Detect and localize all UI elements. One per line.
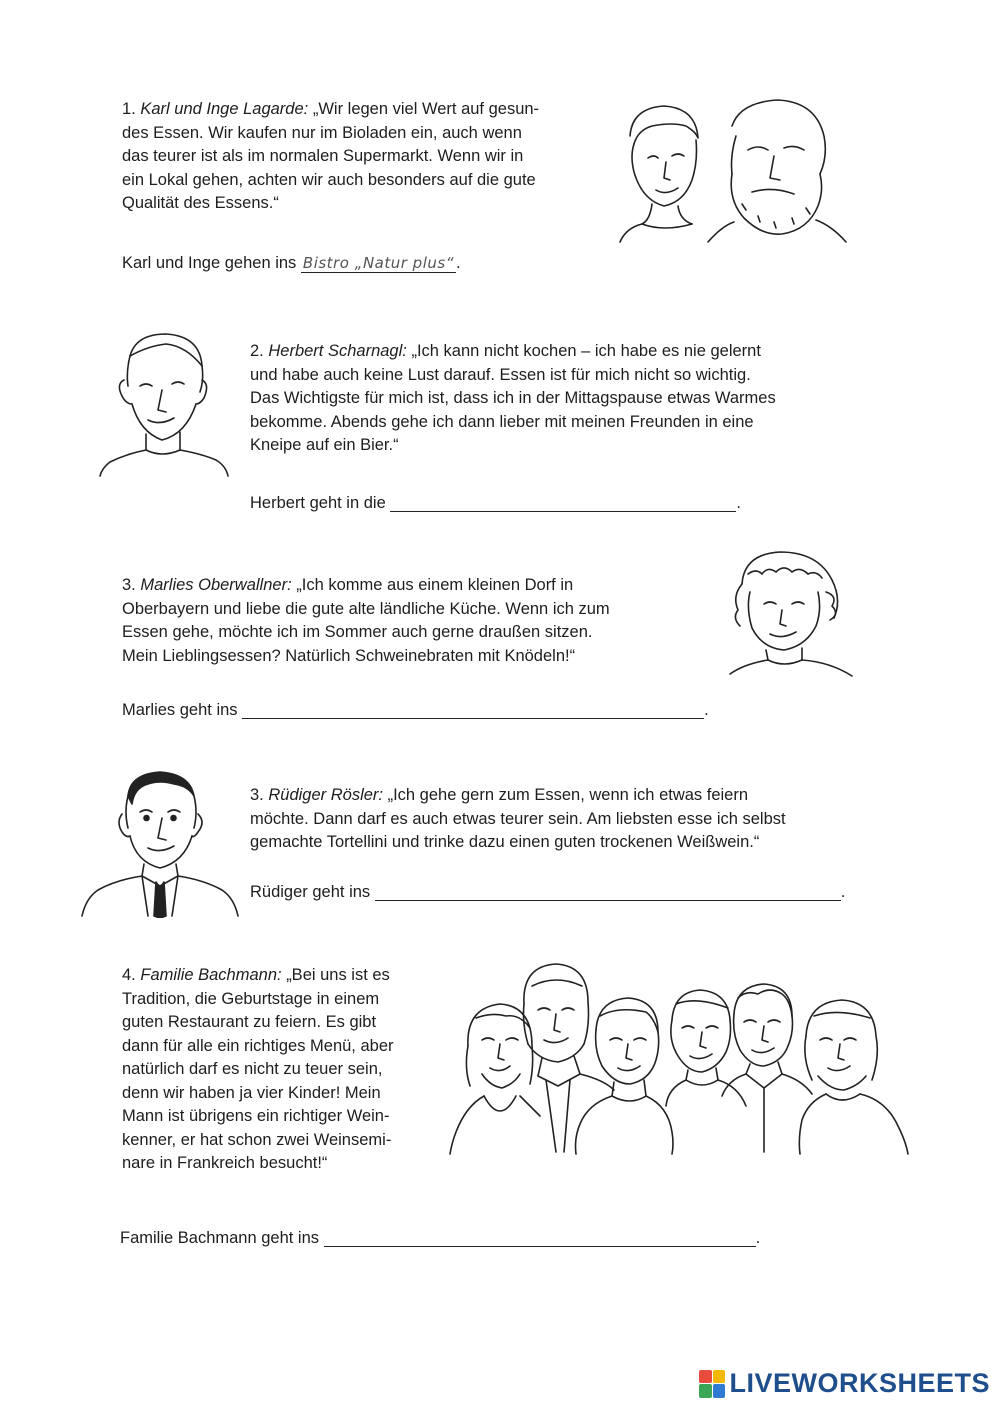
liveworksheets-logo-icon bbox=[699, 1370, 725, 1398]
entry-5-answer: Familie Bachmann geht ins . bbox=[120, 1229, 761, 1247]
couple-illustration bbox=[612, 96, 850, 244]
entry-4-answer: Rüdiger geht ins . bbox=[250, 883, 846, 901]
entry-4-number: 3. bbox=[250, 786, 264, 804]
entry-3-answer: Marlies geht ins . bbox=[122, 701, 709, 719]
entry-1-name: Karl und Inge Lagarde: bbox=[140, 100, 309, 118]
entry-5-answer-field[interactable] bbox=[324, 1228, 756, 1247]
marlies-portrait bbox=[722, 544, 858, 680]
entry-1-answer-field[interactable]: Bistro „Natur plus“ bbox=[302, 254, 454, 272]
entry-5-quote: 4. Familie Bachmann: „Bei uns ist es Tradition, die Geburtstage in einem guten Restaurant zu feiern. Es gibt dann für alle ein richtiges Menü, aber natürlich darf es nicht zu teuer sein, denn wir haben ja vier Kinder! Mein Mann ist übrigens ein richtiger Wein- kenner, er hat schon zwei Weinsemi- nare in Frankreich besucht!“ bbox=[122, 966, 394, 1172]
liveworksheets-brand[interactable] bbox=[699, 1368, 990, 1399]
entry-3-quote: 3. Marlies Oberwallner: „Ich komme aus einem kleinen Dorf in Oberbayern und liebe die gute alte ländliche Küche. Wenn ich zum Essen gehe, möchte ich im Sommer auch gerne draußen sitzen. Mein Lieblingsessen? Natürlich Schweinebraten mit Knödeln!“ bbox=[122, 576, 610, 665]
entry-3-name: Marlies Oberwallner: bbox=[140, 576, 292, 594]
entry-1-number: 1. bbox=[122, 100, 136, 118]
entry-4-quote: 3. Rüdiger Rösler: „Ich gehe gern zum Essen, wenn ich etwas feiern möchte. Dann darf es auch etwas teurer sein. Am liebsten esse ich selbst gemachte Tortellini und trinke dazu einen guten trockenen Weißwein.“ bbox=[250, 786, 786, 851]
entry-3-answer-field[interactable] bbox=[242, 700, 704, 719]
family-illustration bbox=[446, 956, 916, 1156]
entry-4-name: Rüdiger Rösler: bbox=[268, 786, 383, 804]
herbert-portrait bbox=[96, 328, 232, 478]
entry-2-name: Herbert Scharnagl: bbox=[268, 342, 407, 360]
entry-1-quote: 1. Karl und Inge Lagarde: „Wir legen viel Wert auf gesun- des Essen. Wir kaufen nur im Bioladen ein, auch wenn das teurer ist als im normalen Supermarkt. Wenn wir in ein Lokal gehen, achten wir auch besonders auf die gute Qualität des Essens.“ bbox=[122, 100, 540, 212]
entry-2-answer: Herbert geht in die . bbox=[250, 494, 741, 512]
liveworksheets-wordmark: LIVEWORKSHEETS bbox=[729, 1368, 990, 1398]
entry-1-answer: Karl und Inge gehen ins Bistro „Natur plus“ . bbox=[122, 254, 461, 272]
entry-2-quote: 2. Herbert Scharnagl: „Ich kann nicht kochen – ich habe es nie gelernt und habe auch keine Lust darauf. Essen ist für mich nicht so wichtig. Das Wichtigste für mich ist, dass ich in der Mittagspause etwas Warmes bekomme. Abends gehe ich dann lieber mit meinen Freunden in eine Kneipe auf ein Bier.“ bbox=[250, 342, 776, 454]
entry-4-answer-field[interactable] bbox=[375, 882, 841, 901]
entry-2-number: 2. bbox=[250, 342, 264, 360]
entry-2-answer-field[interactable] bbox=[390, 493, 736, 512]
ruediger-portrait bbox=[76, 766, 244, 918]
entry-5-name: Familie Bachmann: bbox=[140, 966, 282, 984]
entry-5-number: 4. bbox=[122, 966, 136, 984]
entry-3-number: 3. bbox=[122, 576, 136, 594]
